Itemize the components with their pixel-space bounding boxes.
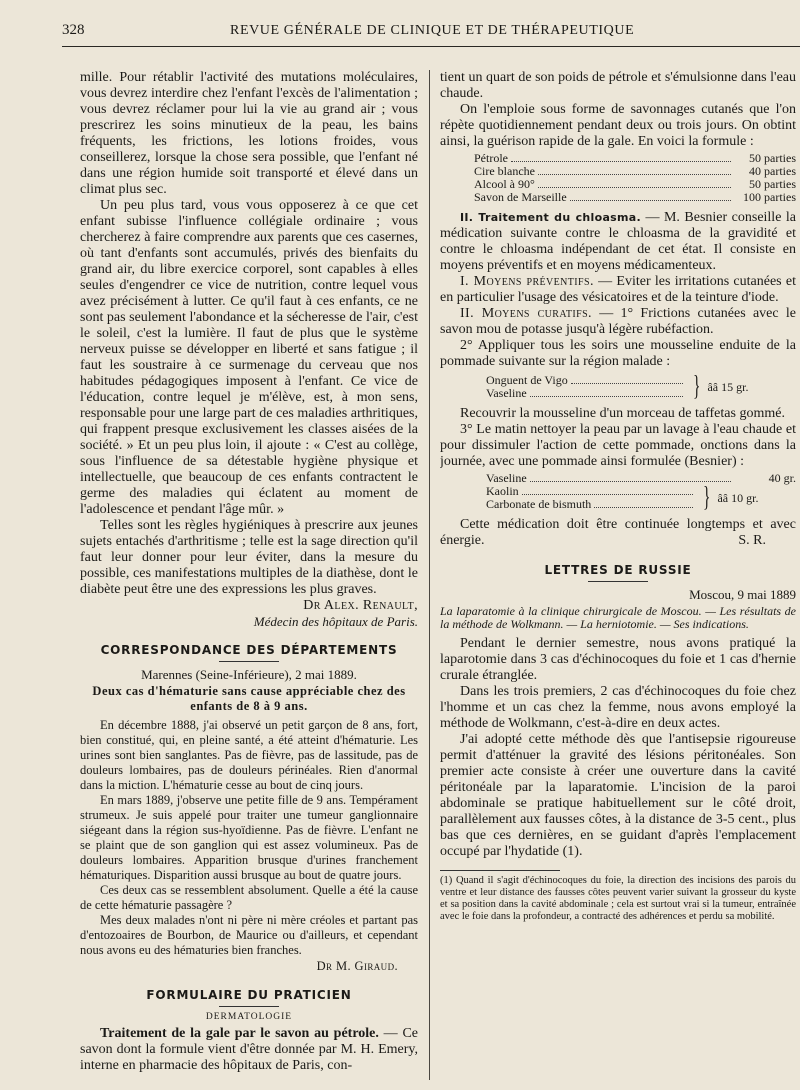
page-number: 328 [62, 22, 85, 38]
paragraph: Dans les trois premiers, 2 cas d'échinocoques du foie chez l'homme et un cas chez la femme, nous avons employé la méthode de Wolkmann, c'est-à-dire en deux actes. [440, 684, 796, 731]
formula-row [486, 498, 696, 511]
formula-quantity: 40 parties [749, 164, 796, 178]
correspondence-place-date: Marennes (Seine-Inférieure), 2 mai 1889. [141, 667, 357, 682]
paragraph-lead: II. Moyens curatifs. [460, 306, 592, 321]
section-heading-formulaire: FORMULAIRE DU PRATICIEN [146, 988, 352, 1002]
formula-quantity: ââ 15 gr. [707, 379, 749, 394]
formula-item: Kaolin [486, 484, 519, 498]
paragraph: Ces deux cas se ressemblent absolument. Quelle a été la cause de cette hématurie passagère ? [80, 883, 418, 912]
formula-row [486, 387, 686, 400]
leader-dots [530, 481, 731, 482]
left-column [80, 70, 418, 1074]
paragraph-lead: Traitement de la gale par le savon au pétrole. [100, 1026, 379, 1041]
formula-pommade-besnier [486, 472, 796, 485]
brace-glyph: } [693, 371, 701, 402]
formula-item: Carbonate de bismuth [486, 497, 592, 511]
letter-abstract: La laparatomie à la clinique chirurgicale de Moscou. — Les résultats de la méthode de Wolkmann. — La herniotomie. — Ses indications. [440, 604, 796, 631]
section-heading-lettres: LETTRES DE RUSSIE [544, 563, 692, 577]
section-heading-correspondance: CORRESPONDANCE DES DÉPARTEMENTS [100, 643, 398, 657]
article-title: Deux cas d'hématurie sans cause appréciable chez des enfants de 8 à 9 ans. [92, 684, 406, 713]
letter-date: Moscou, 9 mai 1889 [689, 587, 796, 602]
paragraph: Telles sont les règles hygiéniques à prescrire aux jeunes sujets entachés d'arthritisme ; telle est la sage direction qu'il faut leur donner pour leur éviter, dans la mesure du possible, ces manifestations multiples de la diathèse, dont le diabète peut être une des expressions les plus graves. [80, 518, 418, 597]
formula-quantity: 50 parties [749, 177, 796, 191]
formula-items [486, 374, 686, 400]
leader-dots [538, 187, 731, 188]
paragraph: Pendant le dernier semestre, nous avons pratiqué la laparotomie dans 3 cas d'échinocoques du foie et 1 cas d'hernie crurale étranglée. [440, 636, 796, 683]
leader-dots [511, 161, 731, 162]
formula-item: Vaseline [486, 471, 527, 485]
running-head: REVUE GÉNÉRALE DE CLINIQUE ET DE THÉRAPEUTIQUE [230, 23, 635, 38]
formula-item: Cire blanche [474, 164, 535, 178]
paragraph: mille. Pour rétablir l'activité des mutations moléculaires, vous devrez interdire chez l'enfant l'excès de l'alimentation ; vous devrez réclamer pour lui la vie au grand air ; vous prescrirez les soins minutieux de la peau, les bains fréquents, les frictions, les lotions froides, vous conseillerez, lorsque la chose sera possible, que l'enfant né dans une région humide soit transporté et élevé dans un climat plus sec. [80, 70, 418, 197]
paragraph [80, 1026, 418, 1074]
formula-kaolin-bismuth [486, 482, 796, 513]
paragraph: Recouvrir la mousseline d'un morceau de taffetas gommé. [460, 406, 785, 421]
paragraph-text: — M. Besnier conseille la médication suivante contre le chloasma de la gravidité et contre le chloasma indépendant de cet état. Il consiste en moyens préventifs et en moyens médicamenteux. [440, 210, 796, 273]
page-header [62, 16, 800, 47]
paragraph: J'ai adopté cette méthode dès que l'antisepsie rigoureuse permit d'atténuer la gravité des lésions péritonéales. Son premier acte consiste à créer une ouverture dans la cavité péritonéale par la laparatomie. L'incision de la paroi abdominale se pratique habituellement sur le côté droit, parallèlement aux fausses côtes, à la distance de 3-5 cent., plus bas que ces dernières, en se guidant d'après l'emplacement occupé par l'hydatide (1). [440, 732, 796, 859]
paragraph: On l'emploie sous forme de savonnages cutanés que l'on répète quotidiennement pendant deux ou trois jours. On obtint ainsi, la guérison rapide de la gale. En voici la formule : [440, 102, 796, 149]
paragraph [440, 306, 796, 338]
paragraph-text: — 1° Frictions cutanées avec le savon mou de potasse jusqu'à légère rubéfaction. [440, 306, 796, 337]
section-rule [588, 581, 648, 582]
brace-glyph: } [703, 482, 711, 513]
leader-dots [538, 174, 731, 175]
paragraph [440, 210, 796, 274]
formula-item: Vaseline [486, 386, 527, 400]
author-title: Médecin des hôpitaux de Paris. [253, 614, 418, 629]
correspondence-signature [80, 958, 418, 974]
formula-item: Savon de Marseille [474, 190, 567, 204]
paragraph-text: — Eviter les irritations cutanées et en particulier l'usage des vésicatoires et de la teinture d'iode. [440, 274, 796, 305]
formula-row [474, 191, 796, 204]
paragraph [440, 274, 796, 306]
column-divider [429, 70, 430, 1080]
formula-pommade-vigo [486, 371, 796, 402]
formula-savon-petrole [474, 152, 796, 204]
paragraph: tient un quart de son poids de pétrole et s'émulsionne dans l'eau chaude. [440, 70, 796, 101]
initials-signature: S. R. [738, 533, 766, 548]
paragraph: En décembre 1888, j'ai observé un petit garçon de 8 ans, fort, bien constitué, qui, en pleine santé, a été atteint d'hématurie. Les urines sont bien sanglantes. Pas de fièvre, pas de lassitude, pas de douleurs lombaires, pas de douleurs périnéales. Rien d'anormal dans la miction. L'hématurie cesse au bout de cinq jours. [80, 718, 418, 792]
leader-dots [571, 383, 683, 384]
formula-quantity: 50 parties [749, 151, 796, 165]
paragraph: Mes deux malades n'ont ni père ni mère créoles et partant pas d'entozoaires de Bourbon, de Maurice ou d'ailleurs, et cependant nous avons eu des hématuries bien franches. [80, 913, 418, 957]
paragraph: 3° Le matin nettoyer la peau par un lavage à l'eau chaude et pour dissimuler l'action de cette pommade, onctions dans la journée, avec une pommade ainsi formulée (Besnier) : [440, 422, 796, 469]
signature-name: Dr M. Giraud. [316, 959, 398, 973]
formula-item: Onguent de Vigo [486, 373, 568, 387]
formula-quantity: 100 parties [743, 190, 796, 204]
paragraph: 2° Appliquer tous les soirs une mousseline enduite de la pommade suivante sur la région malade : [440, 338, 796, 369]
formula-item: Alcool à 90° [474, 177, 535, 191]
footnote: (1) Quand il s'agit d'échinocoques du foie, la direction des incisions des parois du ventre et leur distance des fausses côtes peuvent varier suivant la grosseur du kyste et sa position dans la cavité abdominale ; cela est surtout vrai si la tumeur, entraînée avec le foie dans la profondeur, a contracté des adhérences et perdu sa mobilité. [440, 875, 796, 922]
formula-item: Pétrole [474, 151, 508, 165]
subsection-tag: DERMATOLOGIE [205, 1012, 293, 1022]
formula-items [486, 485, 696, 511]
formula-quantity: 40 gr. [768, 471, 796, 485]
leader-dots [570, 200, 731, 201]
author-name: Dr Alex. Renault, [303, 598, 418, 613]
leader-dots [522, 494, 693, 495]
formula-quantity: ââ 10 gr. [717, 490, 759, 505]
right-column [440, 70, 796, 923]
paragraph: Un peu plus tard, vous vous opposerez à ce que cet enfant subisse l'influence collégiale ordinaire ; vous chercherez à faire comprendre aux parents que ces casernes, où tant d'enfants sont accumulés, privés des bienfaits du grand air, du libre exercice corporel, sont capables à elles seules d'engendrer ce vice de nutrition, contre lequel vous avez précisément à lutter. Ce qu'il faut à ces enfants, ce ne sont pas seulement l'abondance et la sécheresse de l'air, c'est le soleil, c'est la lumière. Il faut de plus que le système nerveux puisse se développer en liberté et sans fatigue ; il faut les soustraire à ce surmenage du cerveau que nos habitudes pédagogiques imposent à l'enfant. Ce vice de l'éducation, contre lequel je m'élève, est, à mon sens, responsable pour une large part de ces maladies arthritiques, qui frappent presque exclusivement les classes aisées de la société. » Et un peu plus loin, il ajoute : « C'est au collège, sous l'influence de sa détestable hygiène physique et intellectuelle, que beaucoup de ces enfants contractent le germe des maladies qui éclatent au moment de l'adolescence et pendant l'âge mûr. » [80, 198, 418, 517]
leader-dots [594, 507, 693, 508]
leader-dots [530, 396, 683, 397]
footnote-rule [440, 870, 560, 871]
formula-row [486, 472, 796, 485]
paragraph-lead: II. Traitement du chloasma. [460, 211, 641, 224]
section-rule [219, 1006, 279, 1007]
author-signature [80, 598, 418, 614]
paragraph: En mars 1889, j'observe une petite fille de 9 ans. Tempérament strumeux. Je suis appelé pour traiter une tumeur ganglionnaire siégeant dans la région sus-hyoïdienne. Pas de fièvre. L'enfant ne se plaint que de son ganglion qui est assez volumineux. Pas de douleurs lombaires. Apparition brusque d'urines franchement hématuriques. Disparition aussi brusque au bout de quatre jours. [80, 793, 418, 882]
paragraph-lead: I. Moyens préventifs. [460, 274, 594, 289]
paragraph: Cette médication doit être continuée longtemps et avec énergie. [440, 517, 796, 548]
section-rule [219, 661, 279, 662]
paragraph-text: — Ce savon dont la formule vient d'être donnée par M. H. Emery, interne en pharmacie des hôpitaux de Paris, con- [80, 1026, 418, 1073]
